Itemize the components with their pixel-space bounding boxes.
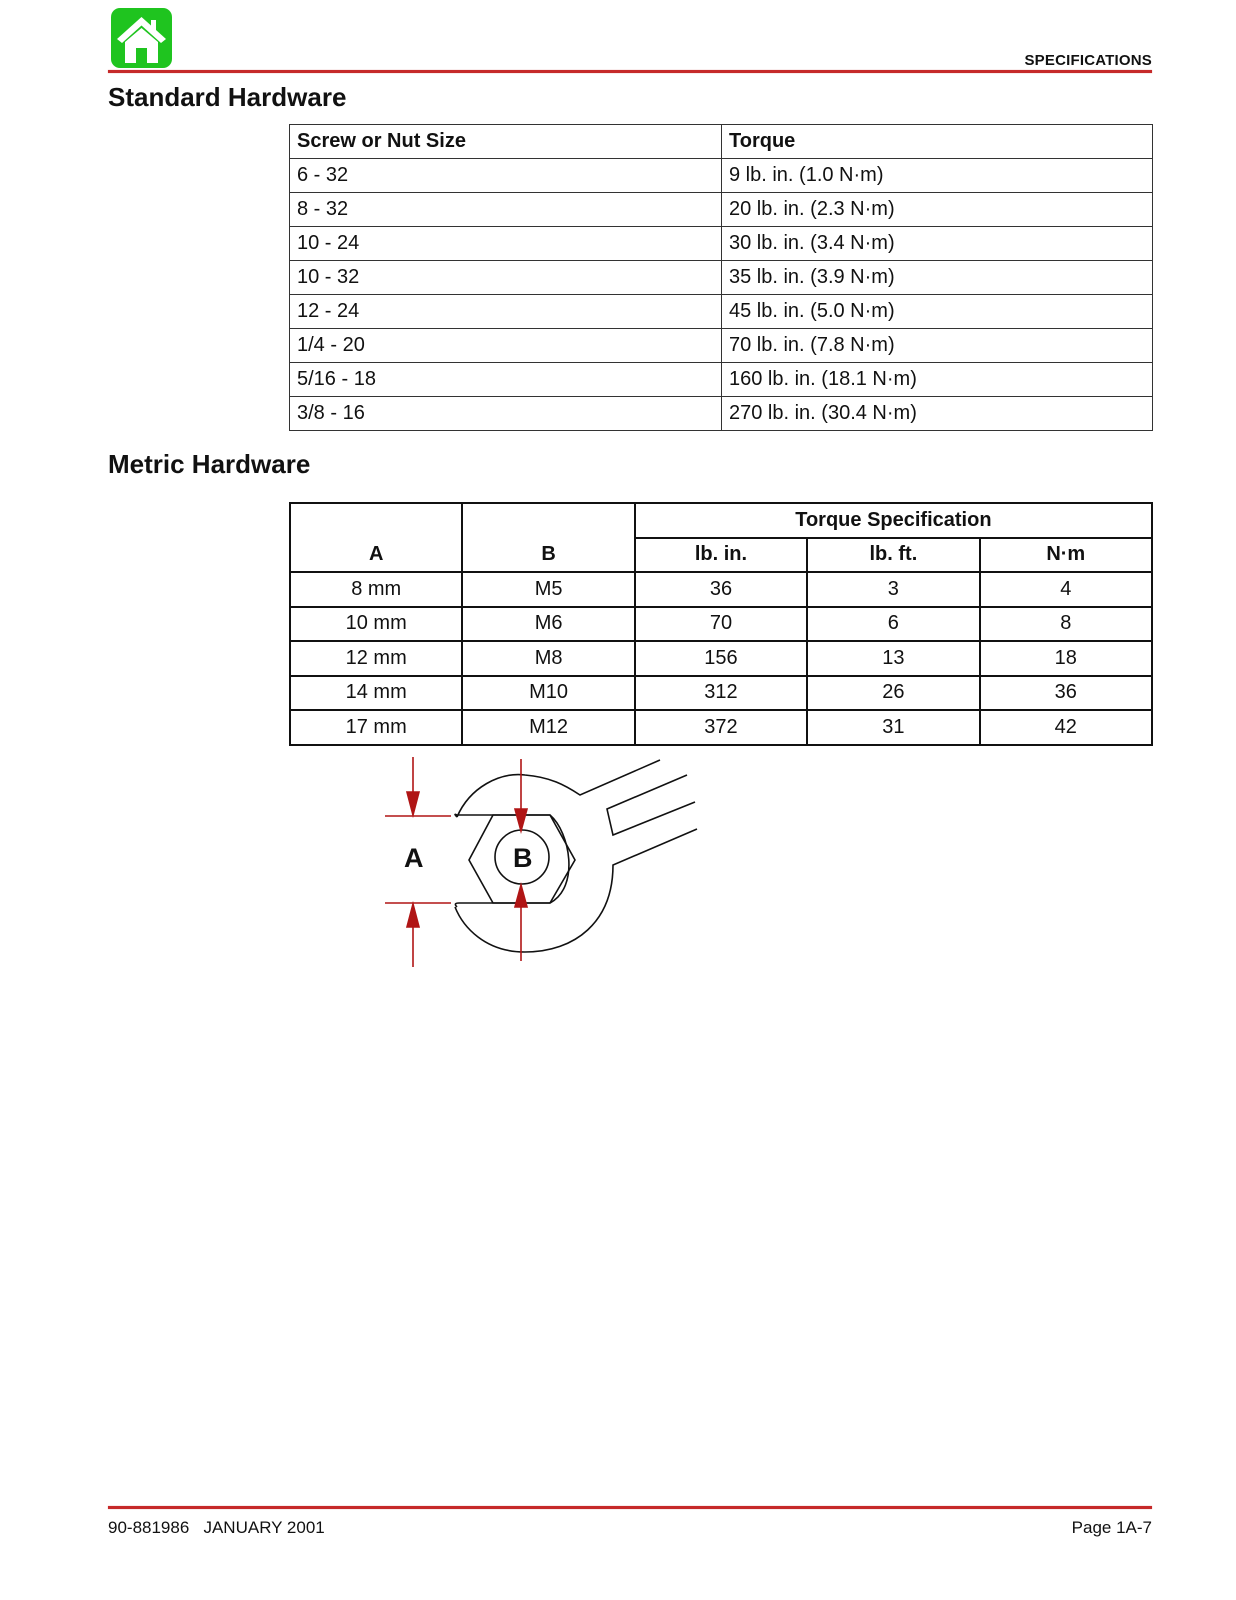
- screw-size-cell: 8 - 32: [290, 193, 722, 227]
- torque-cell: 70 lb. in. (7.8 N·m): [722, 329, 1153, 363]
- table-header-row: [290, 125, 1153, 159]
- size-a-cell: 12 mm: [290, 641, 462, 676]
- page-number: Page 1A-7: [1071, 1518, 1152, 1537]
- table-row: [290, 710, 1152, 745]
- column-header-nm: N·m: [980, 538, 1152, 573]
- size-b-cell: M5: [462, 572, 634, 607]
- table-row: [290, 329, 1153, 363]
- section-title: SPECIFICATIONS: [1024, 52, 1152, 69]
- table-row: [290, 159, 1153, 193]
- column-header-lb-in: lb. in.: [635, 538, 807, 573]
- lb-in-cell: 372: [635, 710, 807, 745]
- table-row: [290, 227, 1153, 261]
- table-row: [290, 261, 1153, 295]
- home-button[interactable]: [111, 8, 172, 68]
- torque-cell: 30 lb. in. (3.4 N·m): [722, 227, 1153, 261]
- table-row: [290, 295, 1153, 329]
- lb-ft-cell: 13: [807, 641, 979, 676]
- metric-hardware-table: [289, 502, 1153, 746]
- table-row: [290, 572, 1152, 607]
- torque-specification-header: Torque Specification: [635, 503, 1152, 538]
- nm-cell: 4: [980, 572, 1152, 607]
- table-header-row: [290, 503, 1152, 538]
- screw-size-cell: 12 - 24: [290, 295, 722, 329]
- size-b-cell: M10: [462, 676, 634, 711]
- wrench-illustration: [385, 757, 705, 969]
- document-number: 90-881986 JANUARY 2001: [108, 1518, 325, 1537]
- column-header: Torque: [722, 125, 1153, 159]
- lb-ft-cell: 6: [807, 607, 979, 642]
- lb-in-cell: 156: [635, 641, 807, 676]
- footer-divider: [108, 1506, 1152, 1509]
- size-a-cell: 14 mm: [290, 676, 462, 711]
- lb-in-cell: 70: [635, 607, 807, 642]
- size-b-cell: M8: [462, 641, 634, 676]
- lb-ft-cell: 31: [807, 710, 979, 745]
- torque-cell: 20 lb. in. (2.3 N·m): [722, 193, 1153, 227]
- column-header-b: B: [462, 503, 634, 572]
- column-header-lb-ft: lb. ft.: [807, 538, 979, 573]
- screw-size-cell: 3/8 - 16: [290, 397, 722, 431]
- nm-cell: 42: [980, 710, 1152, 745]
- lb-ft-cell: 3: [807, 572, 979, 607]
- torque-cell: 270 lb. in. (30.4 N·m): [722, 397, 1153, 431]
- size-a-cell: 10 mm: [290, 607, 462, 642]
- metric-hardware-heading: Metric Hardware: [108, 449, 311, 479]
- standard-hardware-heading: Standard Hardware: [108, 82, 347, 112]
- wrench-diagram: [385, 757, 705, 974]
- screw-size-cell: 10 - 32: [290, 261, 722, 295]
- size-b-cell: M6: [462, 607, 634, 642]
- screw-size-cell: 6 - 32: [290, 159, 722, 193]
- table-row: [290, 607, 1152, 642]
- dimension-b-label: B: [513, 843, 533, 873]
- lb-in-cell: 36: [635, 572, 807, 607]
- torque-cell: 9 lb. in. (1.0 N·m): [722, 159, 1153, 193]
- dimension-a-label: A: [404, 843, 424, 873]
- lb-in-cell: 312: [635, 676, 807, 711]
- size-a-cell: 17 mm: [290, 710, 462, 745]
- torque-cell: 35 lb. in. (3.9 N·m): [722, 261, 1153, 295]
- table-row: [290, 397, 1153, 431]
- screw-size-cell: 1/4 - 20: [290, 329, 722, 363]
- nm-cell: 18: [980, 641, 1152, 676]
- table-row: [290, 676, 1152, 711]
- home-icon: [111, 8, 172, 68]
- header-divider: [108, 70, 1152, 73]
- screw-size-cell: 5/16 - 18: [290, 363, 722, 397]
- size-b-cell: M12: [462, 710, 634, 745]
- table-row: [290, 363, 1153, 397]
- torque-cell: 45 lb. in. (5.0 N·m): [722, 295, 1153, 329]
- column-header: Screw or Nut Size: [290, 125, 722, 159]
- column-header-a: A: [290, 503, 462, 572]
- torque-cell: 160 lb. in. (18.1 N·m): [722, 363, 1153, 397]
- lb-ft-cell: 26: [807, 676, 979, 711]
- screw-size-cell: 10 - 24: [290, 227, 722, 261]
- table-row: [290, 193, 1153, 227]
- size-a-cell: 8 mm: [290, 572, 462, 607]
- nm-cell: 36: [980, 676, 1152, 711]
- nm-cell: 8: [980, 607, 1152, 642]
- standard-hardware-table: [289, 124, 1153, 431]
- table-row: [290, 641, 1152, 676]
